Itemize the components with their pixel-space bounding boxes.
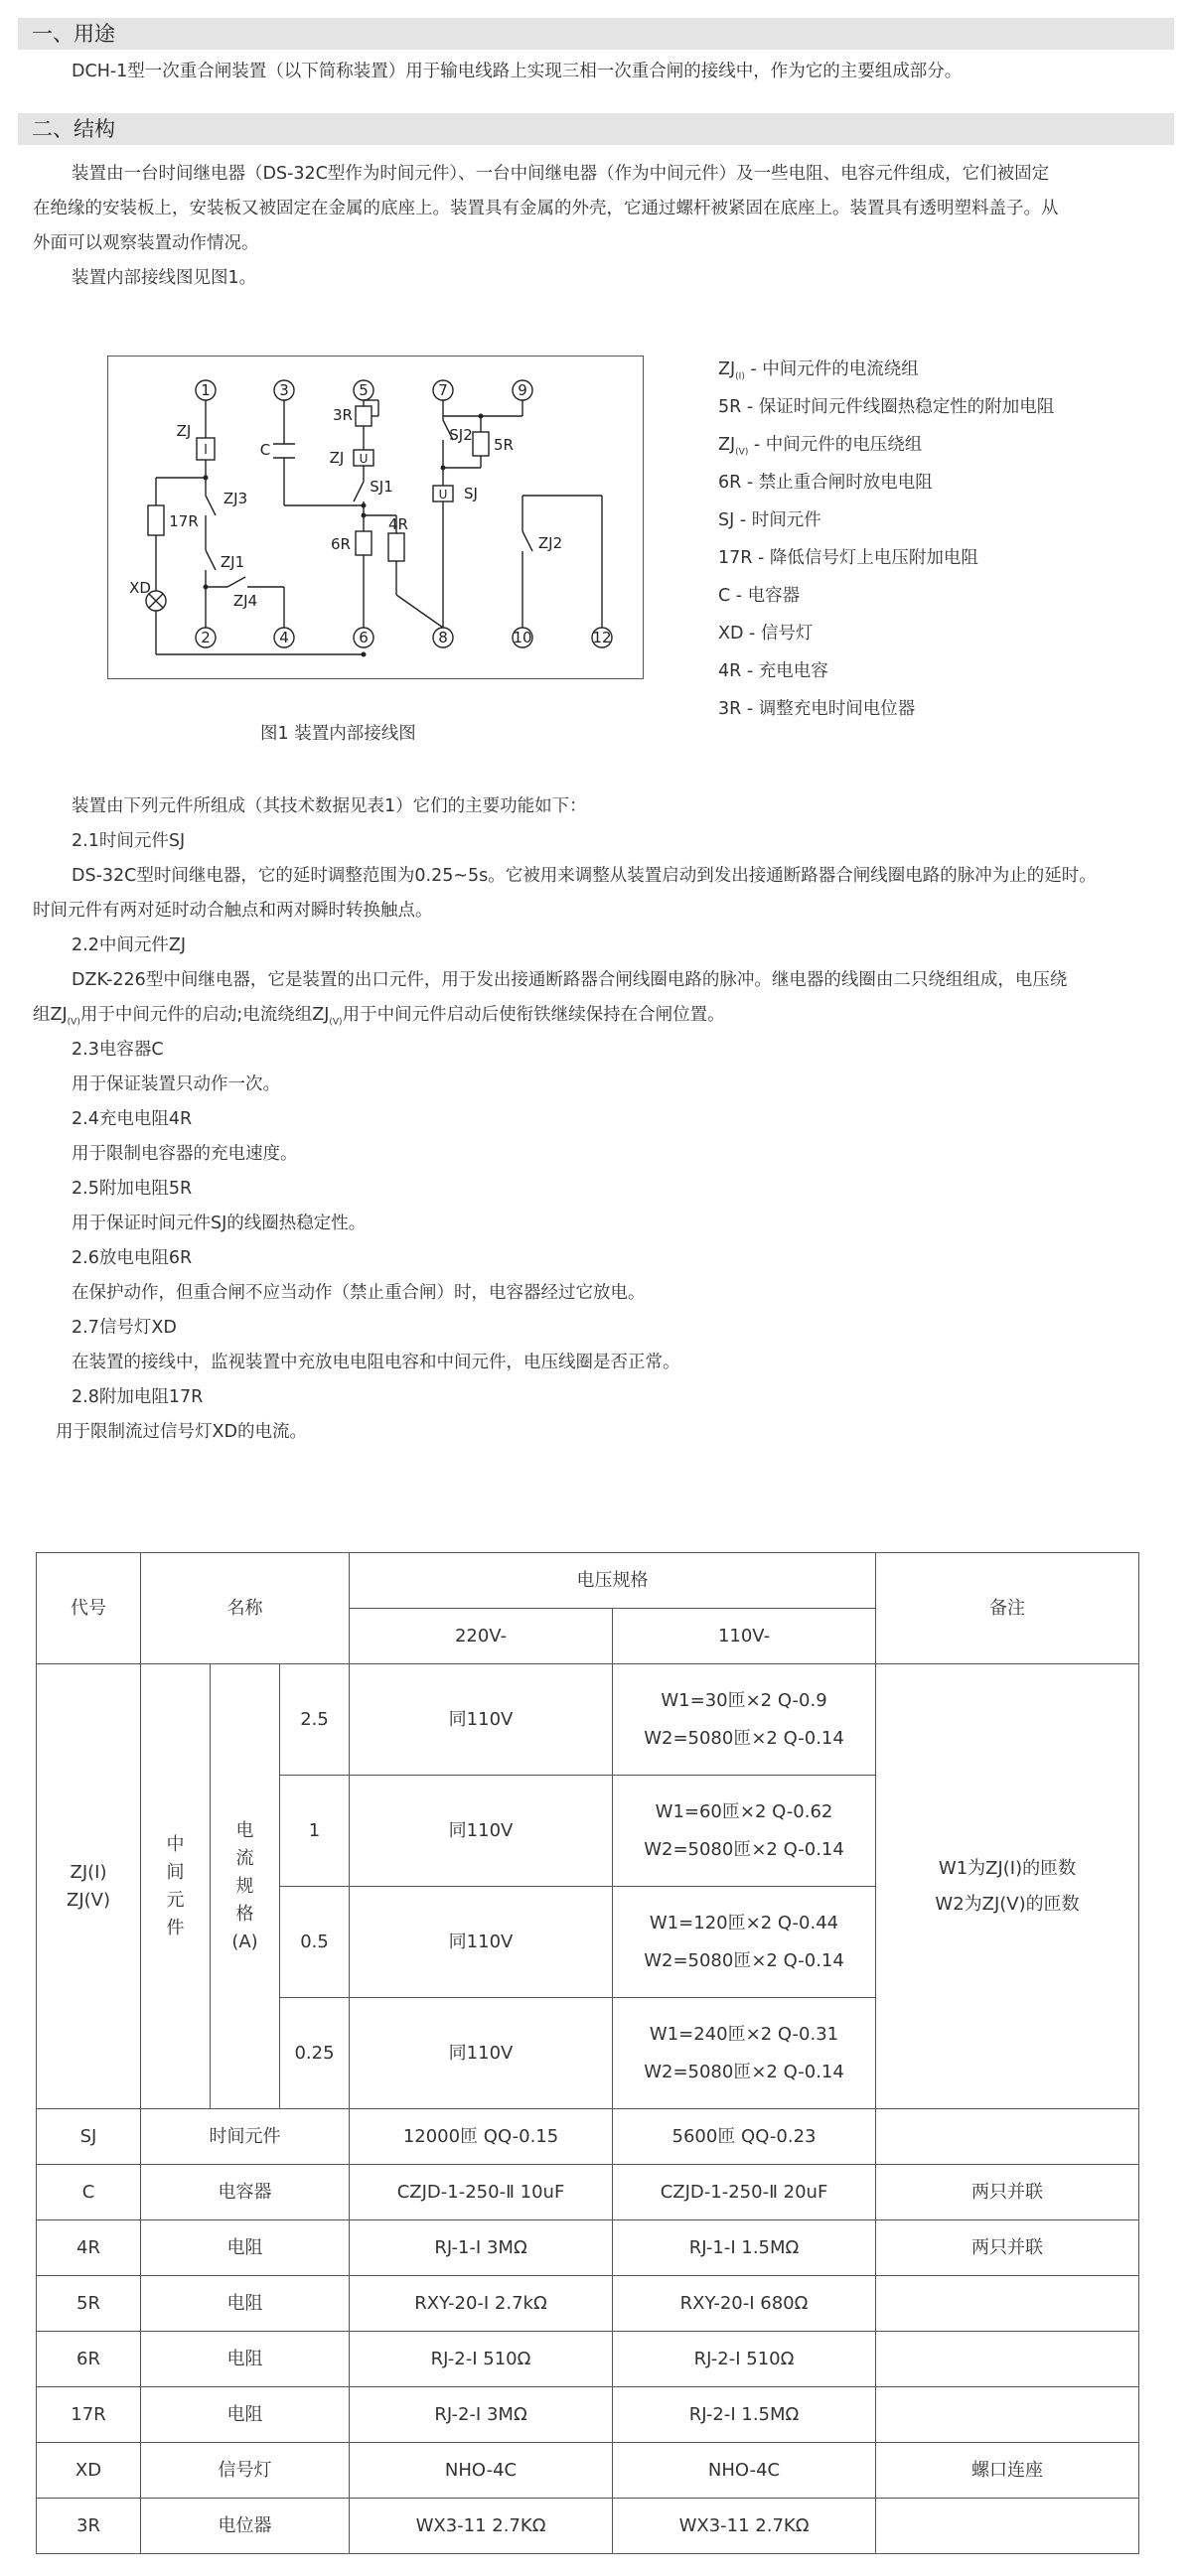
svg-text:ZJ4: ZJ4 [232, 592, 258, 610]
cell-110v: 5600匝 QQ-0.23 [613, 2109, 876, 2165]
svg-text:ZJ1: ZJ1 [220, 553, 245, 571]
paragraph-2-2: DZK-226型中间继电器，它是装置的出口元件，用于发出接通断路器合闸线圈电路的脉冲。继电器的线圈由二只绕组组成，电压绕 [72, 970, 1068, 990]
legend-item: C - 电容器 [718, 586, 801, 606]
cell-rating: 0.5 [280, 1887, 350, 1998]
svg-text:1: 1 [201, 381, 211, 399]
paragraph-2-4: 用于限制电容器的充电速度。 [72, 1144, 298, 1164]
legend-item: $ZJ_{(V)}$ - 中间元件的电压绕组 [718, 435, 923, 458]
svg-text:U: U [438, 488, 448, 501]
contact-zj3 [206, 496, 216, 515]
subheading-2-6: 2.6放电电阻6R [72, 1248, 193, 1268]
cell-name: 电阻 [141, 2387, 350, 2443]
cell-name: 信号灯 [141, 2443, 350, 2499]
table-row [37, 2443, 1139, 2499]
terminal-12 [592, 628, 612, 647]
cell-110v: W1=30匝×2 Q-0.9 W2=5080匝×2 Q-0.14 [613, 1664, 876, 1776]
svg-text:ZJ: ZJ [329, 449, 345, 467]
cell-name: 电位器 [141, 2499, 350, 2554]
cell-code: 6R [37, 2332, 141, 2387]
cell-note: 两只并联 [876, 2165, 1139, 2220]
header-code: 代号 [37, 1553, 141, 1664]
cell-110v: RJ-1-Ⅰ 1.5MΩ [613, 2220, 876, 2276]
cell-110v: WX3-11 2.7KΩ [613, 2499, 876, 2554]
terminal-5 [354, 380, 373, 400]
cell-220v: RXY-20-Ⅰ 2.7kΩ [350, 2276, 613, 2332]
terminal-7 [433, 380, 453, 400]
cell-name: 中 间 元 件 [141, 1664, 211, 2109]
terminal-1 [196, 380, 216, 400]
contact-zj2 [522, 531, 532, 551]
cell-220v: 同110V [350, 1998, 613, 2109]
subheading-2-1: 2.1时间元件SJ [72, 831, 186, 851]
cell-code: 5R [37, 2276, 141, 2332]
cell-220v: 12000匝 QQ-0.15 [350, 2109, 613, 2165]
cell-rating: 2.5 [280, 1664, 350, 1776]
section-title-usage: 一、用途 [18, 18, 1174, 50]
paragraph-2-8: 用于限制流过信号灯XD的电流。 [56, 1422, 307, 1442]
svg-text:5R: 5R [494, 436, 514, 454]
svg-text:8: 8 [438, 629, 448, 646]
svg-text:7: 7 [438, 381, 448, 399]
svg-text:I: I [204, 443, 208, 458]
svg-text:17R: 17R [169, 512, 199, 530]
cell-220v: WX3-11 2.7KΩ [350, 2499, 613, 2554]
paragraph-2-1: 时间元件有两对延时动合触点和两对瞬时转换触点。 [33, 901, 433, 921]
resistor-6r [356, 531, 372, 555]
terminal-3 [274, 380, 294, 400]
header-note: 备注 [876, 1553, 1139, 1664]
potentiometer-3r [356, 406, 372, 426]
svg-text:ZJ2: ZJ2 [537, 534, 563, 552]
contact-sj1 [354, 482, 364, 501]
technical-data-table [36, 1552, 1139, 2554]
svg-text:SJ: SJ [464, 485, 478, 502]
svg-text:ZJ: ZJ [176, 422, 192, 440]
cell-name: 电阻 [141, 2332, 350, 2387]
svg-text:SJ2: SJ2 [449, 426, 473, 444]
table-row [37, 1664, 1139, 1776]
legend-item: 3R - 调整充电时间电位器 [718, 699, 916, 719]
legend-item: XD - 信号灯 [718, 624, 814, 644]
cell-spec-label: 电 流 规 格 (A) [211, 1664, 280, 2109]
svg-text:4R: 4R [388, 515, 408, 533]
cell-name: 时间元件 [141, 2109, 350, 2165]
svg-text:4: 4 [279, 629, 289, 646]
wiring-diagram [107, 356, 644, 679]
cell-220v: 同110V [350, 1887, 613, 1998]
subheading-2-4: 2.4充电电阻4R [72, 1109, 193, 1129]
terminal-10 [513, 628, 532, 647]
svg-text:SJ1: SJ1 [370, 478, 393, 496]
table-row [37, 2220, 1139, 2276]
cell-110v: RJ-2-Ⅰ 1.5MΩ [613, 2387, 876, 2443]
contact-zj4 [227, 577, 245, 587]
table-row [37, 2276, 1139, 2332]
terminal-4 [274, 628, 294, 647]
table-row [37, 2109, 1139, 2165]
cell-note [876, 2332, 1139, 2387]
structure-paragraph-line: 装置由一台时间继电器（DS-32C型作为时间元件）、一台中间继电器（作为中间元件）及一些电阻、电容元件组成，它们被固定 [72, 164, 1050, 184]
legend-item: SJ - 时间元件 [718, 510, 821, 530]
table-row [37, 2387, 1139, 2443]
wires [156, 400, 602, 654]
legend-item: 5R - 保证时间元件线圈热稳定性的附加电阻 [718, 397, 1055, 417]
cell-note: W1为ZJ(I)的匝数 W2为ZJ(V)的匝数 [876, 1664, 1139, 2109]
paragraph-2-3: 用于保证装置只动作一次。 [72, 1074, 280, 1094]
cell-110v: RJ-2-Ⅰ 510Ω [613, 2332, 876, 2387]
cell-220v: 同110V [350, 1664, 613, 1776]
svg-text:ZJ3: ZJ3 [223, 490, 248, 507]
subheading-2-7: 2.7信号灯XD [72, 1318, 177, 1338]
cell-code: ZJ(I) ZJ(V) [37, 1664, 141, 2109]
table-row [37, 2499, 1139, 2554]
cell-rating: 0.25 [280, 1998, 350, 2109]
usage-text: DCH-1型一次重合闸装置（以下简称装置）用于输电线路上实现三相一次重合闸的接线中，作为它的主要组成部分。 [72, 62, 963, 81]
subheading-2-3: 2.3电容器C [72, 1040, 164, 1060]
structure-paragraph-line: 在绝缘的安装板上，安装板又被固定在金属的底座上。装置具有金属的外壳，它通过螺杆被紧固在底座上。装置具有透明塑料盖子。从 [33, 199, 1059, 218]
cell-note: 两只并联 [876, 2220, 1139, 2276]
components-intro: 装置由下列元件所组成（其技术数据见表1）它们的主要功能如下： [72, 796, 587, 816]
cell-220v: 同110V [350, 1776, 613, 1887]
component-labels [129, 406, 562, 610]
svg-text:9: 9 [518, 381, 527, 399]
terminal-6 [354, 628, 373, 647]
section-title-structure: 二、结构 [18, 113, 1174, 145]
cell-220v: RJ-2-Ⅰ 510Ω [350, 2332, 613, 2387]
cell-110v: RXY-20-Ⅰ 680Ω [613, 2276, 876, 2332]
svg-text:3R: 3R [333, 406, 353, 424]
contact-zj1 [206, 550, 216, 570]
cell-220v: CZJD-1-250-Ⅱ 10uF [350, 2165, 613, 2220]
cell-code: C [37, 2165, 141, 2220]
cell-code: SJ [37, 2109, 141, 2165]
paragraph-2-1: DS-32C型时间继电器，它的延时调整范围为0.25~5s。它被用来调整从装置启动到发出接通断路器合闸线圈电路的脉冲为止的延时。 [72, 866, 1097, 886]
resistor-5r [473, 432, 489, 456]
legend-item: $ZJ_{(I)}$ - 中间元件的电流绕组 [718, 359, 919, 382]
svg-text:C: C [259, 441, 271, 459]
wiring-diagram-svg [108, 357, 645, 680]
cell-note [876, 2387, 1139, 2443]
cell-220v: RJ-2-Ⅰ 3MΩ [350, 2387, 613, 2443]
subheading-2-8: 2.8附加电阻17R [72, 1387, 204, 1407]
subheading-2-2: 2.2中间元件ZJ [72, 935, 186, 955]
header-110v: 110V- [613, 1609, 876, 1664]
svg-text:12: 12 [592, 629, 612, 646]
paragraph-2-6: 在保护动作，但重合闸不应当动作（禁止重合闸）时，电容器经过它放电。 [72, 1283, 646, 1303]
svg-text:10: 10 [513, 629, 532, 646]
subheading-2-5: 2.5附加电阻5R [72, 1179, 193, 1199]
header-name: 名称 [141, 1553, 350, 1664]
cell-name: 电阻 [141, 2276, 350, 2332]
resistor-17r [148, 505, 164, 535]
cell-110v: W1=240匝×2 Q-0.31 W2=5080匝×2 Q-0.14 [613, 1998, 876, 2109]
cell-name: 电阻 [141, 2220, 350, 2276]
svg-text:U: U [359, 452, 369, 466]
terminal-8 [433, 628, 453, 647]
svg-text:2: 2 [201, 629, 211, 646]
resistor-4r [388, 533, 404, 561]
paragraph-2-5: 用于保证时间元件SJ的线圈热稳定性。 [72, 1214, 367, 1233]
cell-110v: CZJD-1-250-Ⅱ 20uF [613, 2165, 876, 2220]
terminal-2 [196, 628, 216, 647]
cell-code: 4R [37, 2220, 141, 2276]
header-220v: 220V- [350, 1609, 613, 1664]
cell-rating: 1 [280, 1776, 350, 1887]
cell-220v: RJ-1-Ⅰ 3MΩ [350, 2220, 613, 2276]
cell-note [876, 2109, 1139, 2165]
svg-text:6: 6 [359, 629, 369, 646]
structure-figure-ref: 装置内部接线图见图1。 [72, 268, 257, 288]
header-voltage: 电压规格 [350, 1553, 876, 1609]
table-row [37, 2332, 1139, 2387]
cell-note [876, 2276, 1139, 2332]
cell-code: 3R [37, 2499, 141, 2554]
paragraph-2-2: 组$ZJ_{(V)}$用于中间元件的启动;电流绕组$ZJ_{(V)}$用于中间元件启动后使衔铁继续保持在合闸位置。 [33, 1005, 725, 1028]
legend-item: 17R - 降低信号灯上电压附加电阻 [718, 548, 978, 568]
legend-item: 6R - 禁止重合闸时放电电阻 [718, 473, 933, 493]
cell-note: 螺口连座 [876, 2443, 1139, 2499]
svg-text:XD: XD [129, 579, 151, 597]
cell-code: XD [37, 2443, 141, 2499]
cell-220v: NHO-4C [350, 2443, 613, 2499]
cell-name: 电容器 [141, 2165, 350, 2220]
cell-110v: W1=120匝×2 Q-0.44 W2=5080匝×2 Q-0.14 [613, 1887, 876, 1998]
structure-paragraph-line: 外面可以观察装置动作情况。 [33, 233, 259, 253]
cell-110v: NHO-4C [613, 2443, 876, 2499]
cell-note [876, 2499, 1139, 2554]
paragraph-2-7: 在装置的接线中，监视装置中充放电电阻电容和中间元件，电压线圈是否正常。 [72, 1353, 680, 1372]
cell-110v: W1=60匝×2 Q-0.62 W2=5080匝×2 Q-0.14 [613, 1776, 876, 1887]
legend-item: 4R - 充电电容 [718, 661, 828, 681]
terminal-9 [513, 380, 532, 400]
svg-text:3: 3 [279, 381, 289, 399]
figure-caption: 图1 装置内部接线图 [260, 724, 416, 744]
svg-text:5: 5 [359, 381, 369, 399]
cell-code: 17R [37, 2387, 141, 2443]
table-row [37, 2165, 1139, 2220]
svg-text:6R: 6R [331, 535, 351, 553]
